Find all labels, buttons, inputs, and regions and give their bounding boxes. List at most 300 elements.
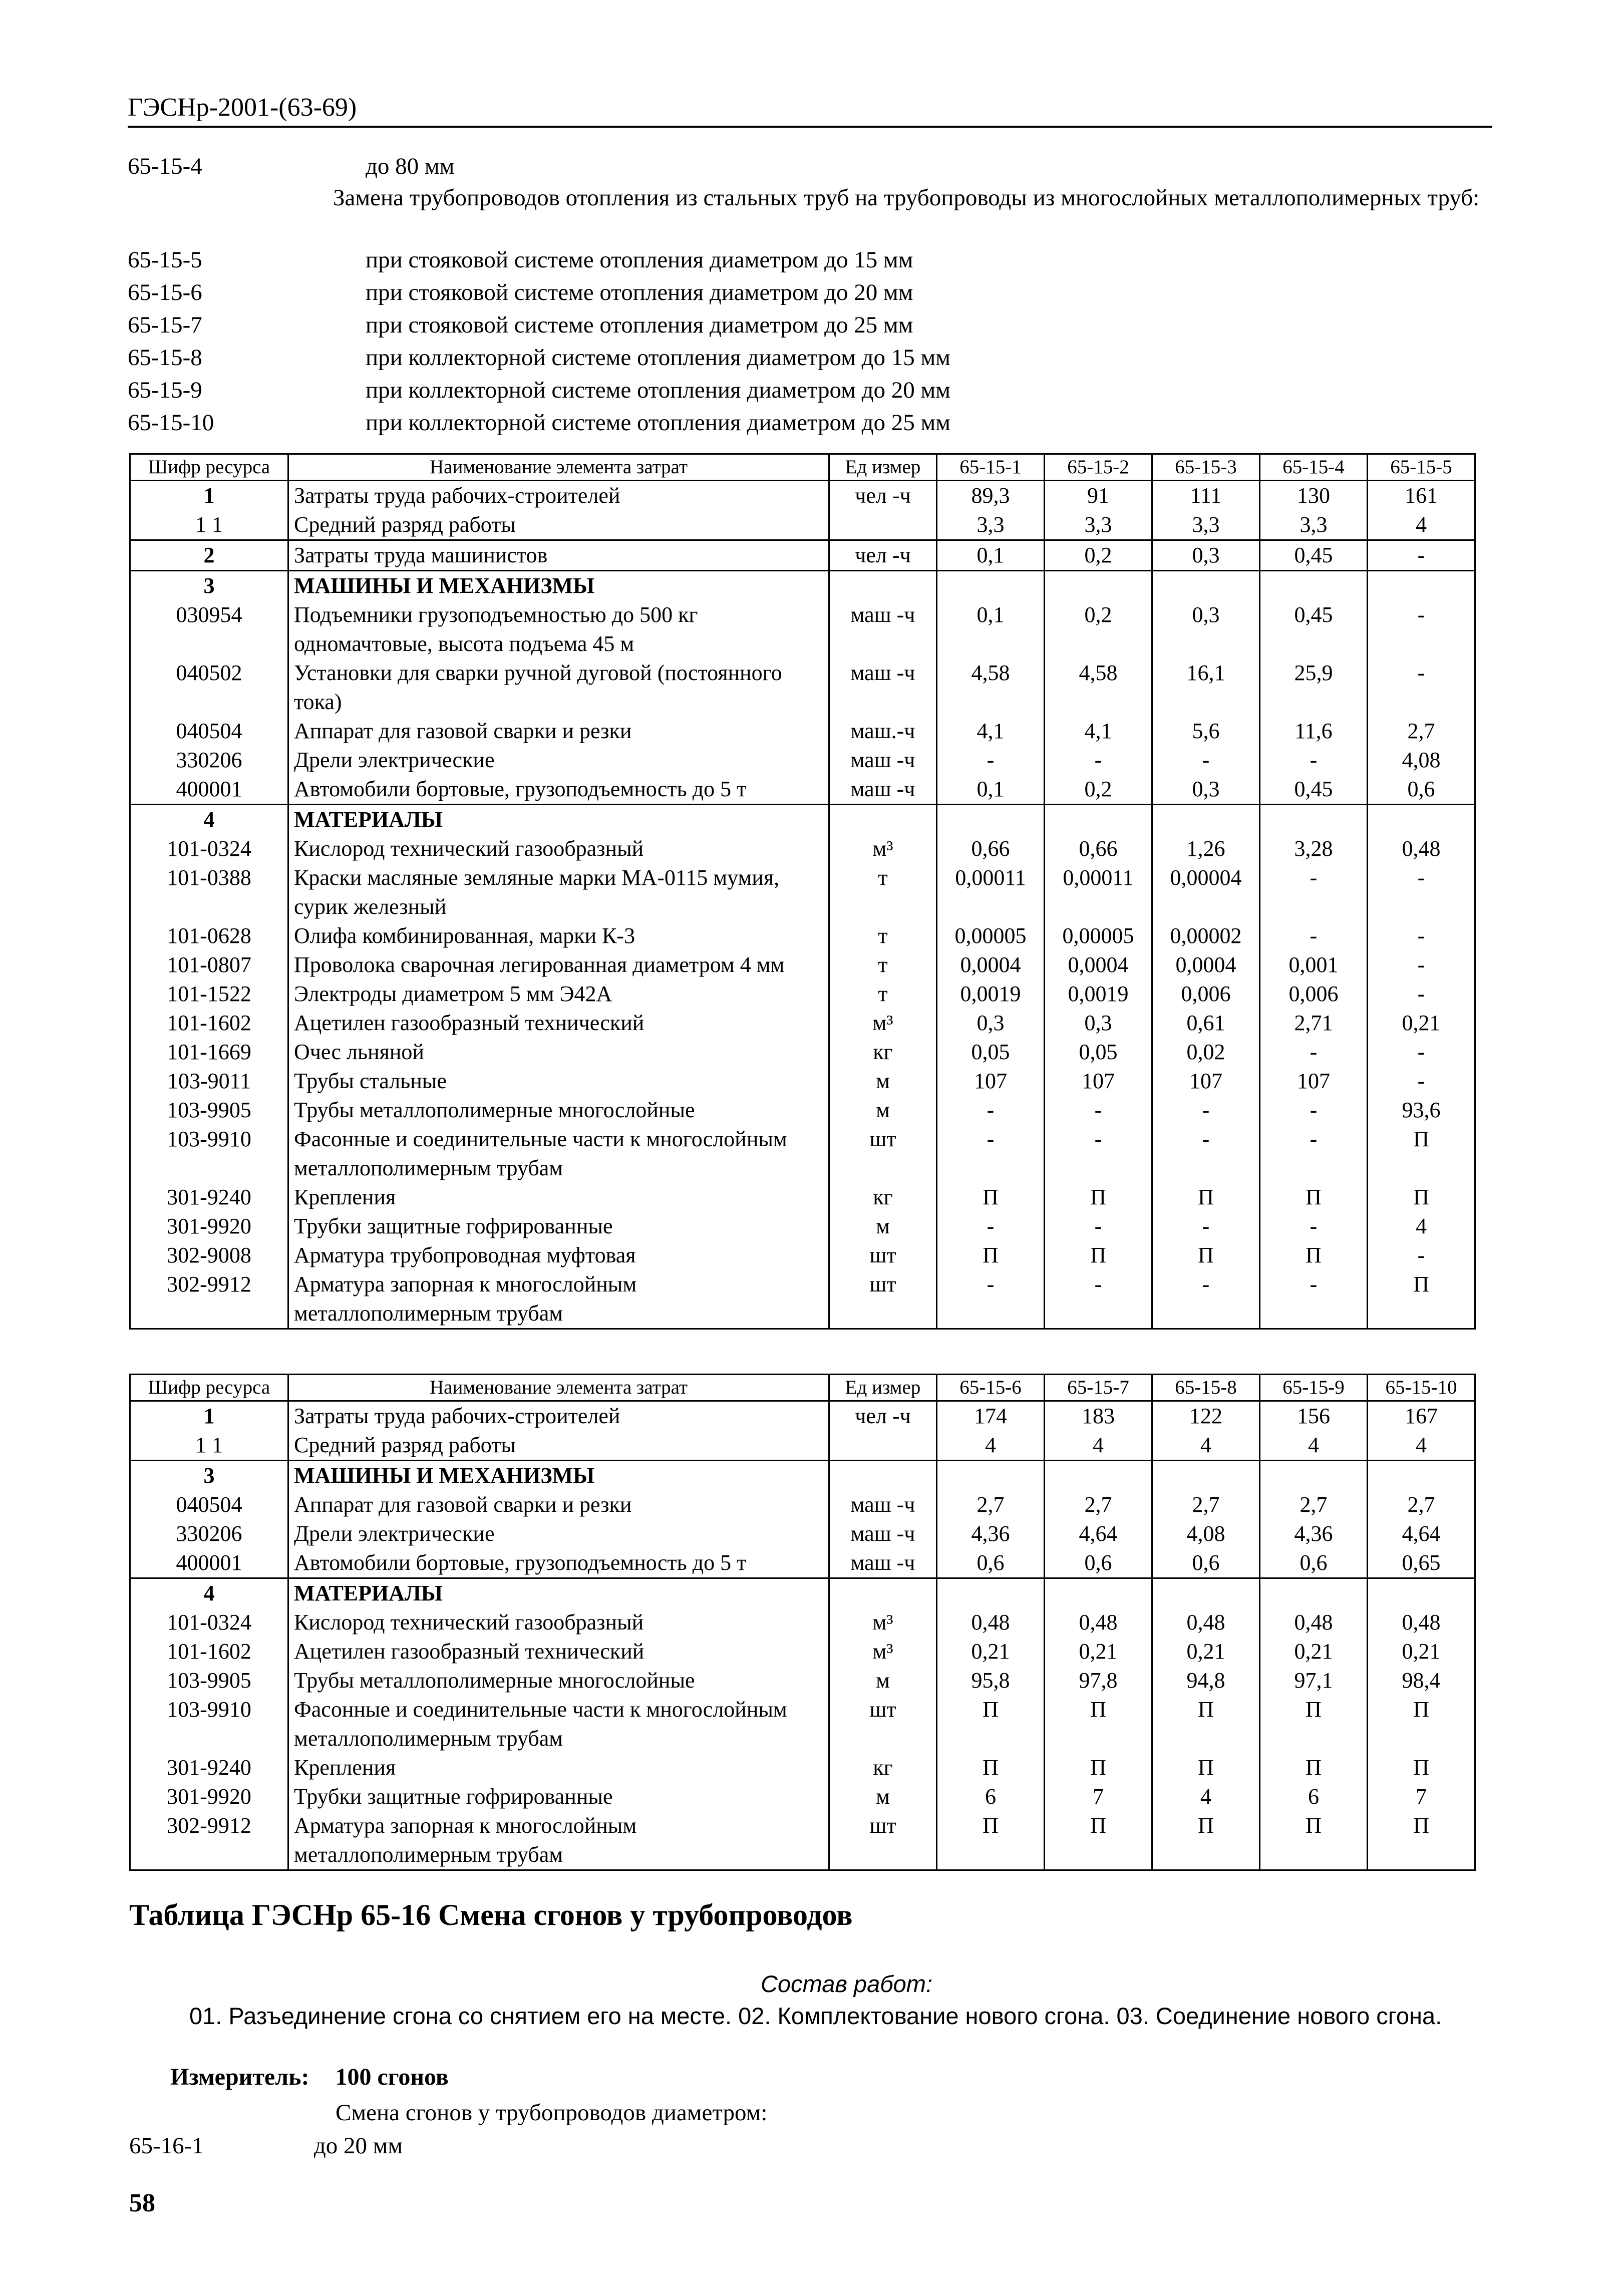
cell-value: 11,6 [1260, 717, 1368, 746]
cell-unit: м³ [829, 1608, 937, 1637]
item-text: Замена трубопроводов отопления из стальных труб на трубопроводы из многослойных металлополимерных труб: [333, 185, 1480, 211]
cell-code: 3 [130, 1461, 288, 1491]
cell-value: - [1260, 1125, 1368, 1183]
cell-value: 0,21 [1260, 1637, 1368, 1666]
cell-value: П [1260, 1241, 1368, 1270]
cell-unit: м [829, 1666, 937, 1695]
cell-value: П [1260, 1183, 1368, 1212]
cell-unit: кг [829, 1038, 937, 1067]
item-text: до 80 мм [366, 153, 455, 179]
cell-unit: м³ [829, 1637, 937, 1666]
cell-value: 4,08 [1368, 746, 1475, 775]
composition-text: 01. Разъединение сгона со снятием его на месте. 02. Комплектование нового сгона. 03. Соединение нового сгона. [189, 2003, 1442, 2029]
cell-code: 301-9920 [130, 1782, 288, 1811]
cell-value: - [1368, 1038, 1475, 1067]
cell-unit: шт [829, 1270, 937, 1329]
cell-value: 4 [1260, 1431, 1368, 1461]
cell-value: П [937, 1753, 1045, 1782]
cell-value: - [937, 1212, 1045, 1241]
cell-value: - [937, 1096, 1045, 1125]
item-code: 65-15-10 [128, 410, 214, 436]
meter [170, 2063, 449, 2091]
cell-code: 103-9011 [130, 1067, 288, 1096]
cell-name: Дрели электрические [288, 746, 829, 775]
cell-value: 4,64 [1045, 1519, 1152, 1548]
cell-value: 0,001 [1260, 950, 1368, 979]
cell-value: 0,1 [937, 775, 1045, 805]
cell-value: - [1260, 746, 1368, 775]
cell-value: 2,7 [1368, 717, 1475, 746]
cell-value: 6 [1260, 1782, 1368, 1811]
table-row [130, 481, 1475, 511]
cell-value: 0,0004 [1045, 950, 1152, 979]
cell-value: П [1152, 1695, 1260, 1753]
cell-name: Ацетилен газообразный технический [288, 1637, 829, 1666]
cell-code: 103-9910 [130, 1695, 288, 1753]
cell-value: 0,00004 [1152, 863, 1260, 921]
table-row [130, 1183, 1475, 1212]
cell-code: 030954 [130, 600, 288, 659]
header-col: 65-15-9 [1260, 1375, 1368, 1401]
cell-value: П [1045, 1241, 1152, 1270]
cell-value: 0,61 [1152, 1009, 1260, 1038]
list-item [128, 150, 1492, 183]
cell-value: - [1152, 1125, 1260, 1183]
cell-value: 0,48 [1368, 1608, 1475, 1637]
cell-value: - [1260, 1270, 1368, 1329]
header-col: 65-15-1 [937, 454, 1045, 481]
cell-name: Трубки защитные гофрированные [288, 1782, 829, 1811]
cell-value: 4 [1152, 1782, 1260, 1811]
cell-value: 3,3 [1152, 510, 1260, 540]
cell-unit: маш -ч [829, 775, 937, 805]
cell-value: 4,08 [1152, 1519, 1260, 1548]
cell-value: - [1152, 1270, 1260, 1329]
cell-code: 1 1 [130, 1431, 288, 1461]
cell-unit: маш -ч [829, 746, 937, 775]
cell-value: П [1260, 1695, 1368, 1753]
table-section-row [130, 1461, 1475, 1491]
cell-value: 89,3 [937, 481, 1045, 511]
cell-value: 0,6 [1368, 775, 1475, 805]
cell-value: 3,3 [1045, 510, 1152, 540]
list-item [128, 244, 1492, 276]
header-code: Шифр ресурса [130, 454, 288, 481]
cell-name: Краски масляные земляные марки МА-0115 мумия, сурик железный [288, 863, 829, 921]
cell-code: 302-9008 [130, 1241, 288, 1270]
table-header [130, 1375, 1475, 1401]
cell-value: - [1045, 1270, 1152, 1329]
cell-unit: кг [829, 1183, 937, 1212]
cell-value: 3,28 [1260, 834, 1368, 863]
cell-unit: чел -ч [829, 481, 937, 511]
cell-value: - [937, 1270, 1045, 1329]
cell-value: 98,4 [1368, 1666, 1475, 1695]
table-row [130, 1401, 1475, 1431]
cell-code: 101-0807 [130, 950, 288, 979]
cell-name: Автомобили бортовые, грузоподъемность до 5 т [288, 1548, 829, 1578]
header-col: 65-15-3 [1152, 454, 1260, 481]
subsection-line: Смена сгонов у трубопроводов диаметром: [336, 2100, 768, 2126]
cell-value: П [1368, 1183, 1475, 1212]
cell-value: 0,3 [1152, 600, 1260, 659]
cell-value: 97,1 [1260, 1666, 1368, 1695]
cell-value: 0,48 [1368, 834, 1475, 863]
cell-value: 4,58 [1045, 659, 1152, 717]
header-col: 65-15-4 [1260, 454, 1368, 481]
cell-unit: м [829, 1096, 937, 1125]
table-row [130, 1038, 1475, 1067]
cell-value: П [1045, 1811, 1152, 1870]
cell-value: 0,45 [1260, 775, 1368, 805]
item-text: до 20 мм [313, 2133, 403, 2159]
cell-code: 330206 [130, 1519, 288, 1548]
cell-name: Арматура трубопроводная муфтовая [288, 1241, 829, 1270]
cell-name: Подъемники грузоподъемностью до 500 кг одномачтовые, высота подъема 45 м [288, 600, 829, 659]
cell-value: 0,48 [1152, 1608, 1260, 1637]
cell-value: 0,0004 [1152, 950, 1260, 979]
cell-name: Крепления [288, 1753, 829, 1782]
cell-code: 400001 [130, 775, 288, 805]
header-col: 65-15-10 [1368, 1375, 1475, 1401]
cell-value: - [1368, 1241, 1475, 1270]
table-row [130, 834, 1475, 863]
cell-value: - [937, 746, 1045, 775]
table-row [130, 1096, 1475, 1125]
cell-value: 0,00011 [1045, 863, 1152, 921]
header-name: Наименование элемента затрат [288, 454, 829, 481]
cell-value: 0,66 [937, 834, 1045, 863]
table-row [130, 1490, 1475, 1519]
cell-value: 94,8 [1152, 1666, 1260, 1695]
cell-value: П [937, 1183, 1045, 1212]
composition-heading: Состав работ: [761, 1971, 932, 1997]
cell-code: 2 [130, 540, 288, 571]
cell-unit: т [829, 921, 937, 950]
cell-value: 7 [1368, 1782, 1475, 1811]
cell-name: Средний разряд работы [288, 1431, 829, 1461]
cell-value: - [1045, 1125, 1152, 1183]
table-row [130, 950, 1475, 979]
header-name: Наименование элемента затрат [288, 1375, 829, 1401]
section-title: Таблица ГЭСНр 65-16 Смена сгонов у трубопроводов [129, 1898, 853, 1931]
cell-value: П [1152, 1753, 1260, 1782]
cell-value: П [937, 1811, 1045, 1870]
cell-value: П [1152, 1241, 1260, 1270]
table-row [130, 1608, 1475, 1637]
header-unit: Ед измер [829, 454, 937, 481]
work-composition [129, 1968, 1494, 2032]
table-row [130, 746, 1475, 775]
cell-value: - [1045, 1212, 1152, 1241]
cell-name: Фасонные и соединительные части к многослойным металлополимерным трубам [288, 1125, 829, 1183]
cell-name: Электроды диаметром 5 мм Э42А [288, 979, 829, 1009]
cell-value: 6 [937, 1782, 1045, 1811]
page-number: 58 [129, 2189, 155, 2217]
cell-value: - [1260, 863, 1368, 921]
cell-code: 301-9240 [130, 1183, 288, 1212]
table-row [130, 1241, 1475, 1270]
table-header [130, 454, 1475, 481]
cell-name: Кислород технический газообразный [288, 834, 829, 863]
cell-value: - [1260, 1212, 1368, 1241]
cell-code: 101-1602 [130, 1637, 288, 1666]
cell-name: Олифа комбинированная, марки К-3 [288, 921, 829, 950]
resource-table-1 [129, 453, 1476, 1330]
item-text: при стояковой системе отопления диаметром до 20 мм [366, 279, 913, 305]
header-col: 65-15-5 [1368, 454, 1475, 481]
table-row [130, 1270, 1475, 1329]
cell-value: - [1152, 746, 1260, 775]
cell-code: 040504 [130, 1490, 288, 1519]
cell-name: Кислород технический газообразный [288, 1608, 829, 1637]
cell-value: П [937, 1695, 1045, 1753]
cell-code: 040504 [130, 717, 288, 746]
cell-value: П [1260, 1811, 1368, 1870]
table-row [130, 775, 1475, 805]
cell-value: 0,00002 [1152, 921, 1260, 950]
cell-name: Трубы металлополимерные многослойные [288, 1096, 829, 1125]
cell-unit: кг [829, 1753, 937, 1782]
cell-code: 302-9912 [130, 1270, 288, 1329]
cell-value: 107 [1045, 1067, 1152, 1096]
cell-value: П [1152, 1183, 1260, 1212]
cell-value: 0,006 [1260, 979, 1368, 1009]
table-section-row [130, 1578, 1475, 1608]
cell-value: 16,1 [1152, 659, 1260, 717]
cell-name: Трубки защитные гофрированные [288, 1212, 829, 1241]
header-col: 65-15-8 [1152, 1375, 1260, 1401]
table-row [130, 863, 1475, 921]
cell-value: - [1368, 863, 1475, 921]
table-row [130, 1637, 1475, 1666]
table-row [130, 1519, 1475, 1548]
cell-value: 95,8 [937, 1666, 1045, 1695]
cell-code: 301-9240 [130, 1753, 288, 1782]
cell-value: 2,7 [1368, 1490, 1475, 1519]
cell-value: 93,6 [1368, 1096, 1475, 1125]
cell-value: 0,2 [1045, 540, 1152, 571]
cell-unit: м [829, 1782, 937, 1811]
table-row [130, 540, 1475, 571]
cell-value: 0,05 [937, 1038, 1045, 1067]
cell-name: Ацетилен газообразный технический [288, 1009, 829, 1038]
cell-name: Установки для сварки ручной дуговой (постоянного тока) [288, 659, 829, 717]
cell-value: 122 [1152, 1401, 1260, 1431]
cell-unit: шт [829, 1811, 937, 1870]
cell-name: Автомобили бортовые, грузоподъемность до 5 т [288, 775, 829, 805]
list-item [128, 309, 1492, 342]
cell-name: Затраты труда машинистов [288, 540, 829, 571]
cell-unit: м [829, 1212, 937, 1241]
cell-value: 0,21 [1368, 1009, 1475, 1038]
item-text: при коллекторной системе отопления диаметром до 20 мм [366, 377, 951, 403]
header-code: Шифр ресурса [130, 1375, 288, 1401]
cell-unit: маш -ч [829, 659, 937, 717]
cell-value: П [1152, 1811, 1260, 1870]
cell-value: 2,7 [1260, 1490, 1368, 1519]
header-col: 65-15-6 [937, 1375, 1045, 1401]
cell-value: 161 [1368, 481, 1475, 511]
list-item [128, 407, 1492, 439]
cell-name: Аппарат для газовой сварки и резки [288, 1490, 829, 1519]
table-row [130, 1811, 1475, 1870]
table-row [130, 979, 1475, 1009]
cell-code: 040502 [130, 659, 288, 717]
table-row [130, 600, 1475, 659]
section-title: МАТЕРИАЛЫ [288, 805, 829, 835]
cell-value: П [1260, 1753, 1368, 1782]
table-row [130, 1782, 1475, 1811]
cell-unit: т [829, 950, 937, 979]
meter-value: 100 сгонов [335, 2064, 449, 2090]
cell-value: 2,71 [1260, 1009, 1368, 1038]
item-code: 65-15-9 [128, 377, 202, 403]
cell-name: Проволока сварочная легированная диаметром 4 мм [288, 950, 829, 979]
cell-unit: маш -ч [829, 1519, 937, 1548]
cell-value: 0,6 [1260, 1548, 1368, 1578]
item-text: при коллекторной системе отопления диаметром до 25 мм [366, 410, 951, 436]
cell-value: 0,1 [937, 540, 1045, 571]
cell-code: 330206 [130, 746, 288, 775]
table-row [130, 1753, 1475, 1782]
item-text: при стояковой системе отопления диаметром до 15 мм [366, 247, 913, 273]
cell-value: 167 [1368, 1401, 1475, 1431]
cell-unit: т [829, 863, 937, 921]
cell-value: 0,6 [1045, 1548, 1152, 1578]
table-row [130, 1125, 1475, 1183]
cell-unit: т [829, 979, 937, 1009]
section-title: МАШИНЫ И МЕХАНИЗМЫ [288, 571, 829, 601]
table-row [130, 1212, 1475, 1241]
cell-value: 0,21 [937, 1637, 1045, 1666]
cell-code: 103-9905 [130, 1096, 288, 1125]
cell-unit: чел -ч [829, 540, 937, 571]
list-item [128, 276, 1492, 309]
cell-value: 91 [1045, 481, 1152, 511]
list-item [128, 342, 1492, 374]
cell-value: 107 [1152, 1067, 1260, 1096]
cell-value: 0,3 [1152, 775, 1260, 805]
cell-value: 0,0019 [937, 979, 1045, 1009]
cell-value: 0,006 [1152, 979, 1260, 1009]
item-code: 65-15-7 [128, 312, 202, 338]
cell-value: П [1368, 1695, 1475, 1753]
cell-value: 0,0019 [1045, 979, 1152, 1009]
cell-value: - [1152, 1096, 1260, 1125]
cell-value: 25,9 [1260, 659, 1368, 717]
cell-value: П [1368, 1753, 1475, 1782]
cell-value: - [1045, 1096, 1152, 1125]
cell-unit: маш.-ч [829, 717, 937, 746]
section-title: МАТЕРИАЛЫ [288, 1578, 829, 1608]
cell-value: - [1368, 600, 1475, 659]
cell-value: П [1368, 1811, 1475, 1870]
cell-value: 0,21 [1368, 1637, 1475, 1666]
cell-value: 0,21 [1045, 1637, 1152, 1666]
cell-value: 130 [1260, 481, 1368, 511]
section-title: МАШИНЫ И МЕХАНИЗМЫ [288, 1461, 829, 1491]
cell-value: 0,66 [1045, 834, 1152, 863]
table-row [130, 921, 1475, 950]
table-row [130, 659, 1475, 717]
cell-value: - [1368, 921, 1475, 950]
cell-code: 103-9910 [130, 1125, 288, 1183]
cell-value: - [1260, 1038, 1368, 1067]
cell-name: Арматура запорная к многослойным металлополимерным трубам [288, 1270, 829, 1329]
cell-value: 4 [1368, 1212, 1475, 1241]
cell-value: П [1045, 1753, 1152, 1782]
meter-label: Измеритель: [170, 2064, 309, 2090]
cell-value: 0,05 [1045, 1038, 1152, 1067]
cell-value: - [1045, 746, 1152, 775]
cell-value: П [1368, 1125, 1475, 1183]
cell-value: 0,02 [1152, 1038, 1260, 1067]
cell-name: Трубы стальные [288, 1067, 829, 1096]
cell-value: 97,8 [1045, 1666, 1152, 1695]
cell-value: 0,65 [1368, 1548, 1475, 1578]
table-section-row [130, 571, 1475, 601]
cell-value: 0,48 [937, 1608, 1045, 1637]
cell-value: П [1045, 1695, 1152, 1753]
cell-value: 4,36 [1260, 1519, 1368, 1548]
cell-value: - [1368, 979, 1475, 1009]
table-row [130, 1431, 1475, 1461]
cell-code: 1 [130, 481, 288, 511]
cell-value: 0,45 [1260, 540, 1368, 571]
cell-value: - [1368, 950, 1475, 979]
cell-unit: маш -ч [829, 1548, 937, 1578]
cell-name: Арматура запорная к многослойным металлополимерным трубам [288, 1811, 829, 1870]
table-row [130, 717, 1475, 746]
list-item [128, 183, 1492, 244]
list-item [129, 2132, 403, 2159]
cell-value: 0,3 [1045, 1009, 1152, 1038]
cell-unit: м³ [829, 834, 937, 863]
cell-name: Крепления [288, 1183, 829, 1212]
cell-value: 111 [1152, 481, 1260, 511]
cell-value: 183 [1045, 1401, 1152, 1431]
cell-code: 1 1 [130, 510, 288, 540]
cell-unit: шт [829, 1695, 937, 1753]
cell-value: 0,3 [937, 1009, 1045, 1038]
cell-unit: шт [829, 1241, 937, 1270]
item-code: 65-16-1 [129, 2133, 204, 2159]
cell-value: 0,00011 [937, 863, 1045, 921]
cell-code: 101-0628 [130, 921, 288, 950]
cell-code: 4 [130, 805, 288, 835]
cell-name: Аппарат для газовой сварки и резки [288, 717, 829, 746]
cell-value: 3,3 [937, 510, 1045, 540]
cell-value: 0,6 [937, 1548, 1045, 1578]
cell-value: 3,3 [1260, 510, 1368, 540]
cell-unit [829, 1431, 937, 1461]
cell-name: Трубы металлополимерные многослойные [288, 1666, 829, 1695]
cell-code: 103-9905 [130, 1666, 288, 1695]
cell-name: Очес льняной [288, 1038, 829, 1067]
cell-value: - [937, 1125, 1045, 1183]
cell-value: 5,6 [1152, 717, 1260, 746]
cell-name: Затраты труда рабочих-строителей [288, 481, 829, 511]
item-code: 65-15-6 [128, 279, 202, 305]
cell-value: 4,1 [1045, 717, 1152, 746]
cell-value: 0,0004 [937, 950, 1045, 979]
cell-value: 4,36 [937, 1519, 1045, 1548]
cell-value: 1,26 [1152, 834, 1260, 863]
header-unit: Ед измер [829, 1375, 937, 1401]
cell-value: 2,7 [1045, 1490, 1152, 1519]
cell-value: - [1260, 1096, 1368, 1125]
